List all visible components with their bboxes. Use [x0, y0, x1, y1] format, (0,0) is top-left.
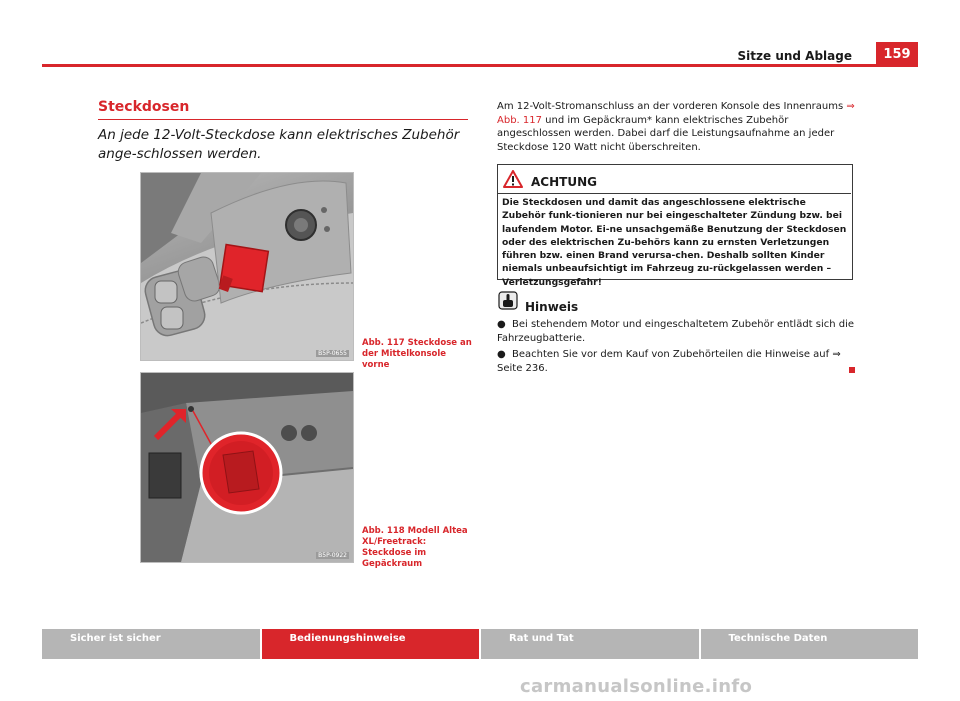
section-intro: An jede 12-Volt-Steckdose kann elektrisches Zubehör ange-schlossen werden. [98, 127, 460, 162]
figure-code: B5P-0922 [318, 552, 347, 559]
page-header-title: Sitze und Ablage [737, 49, 852, 63]
footer-tab-operation[interactable]: Bedienungshinweise [262, 629, 480, 659]
header-divider [42, 64, 918, 67]
body-text: und im Gepäckraum* kann elektrisches Zubehör angeschlossen werden. Dabei darf die Leistungsaufnahme an jeder Steckdose 120 Watt nicht überschreiten. [497, 114, 835, 153]
note-item [497, 348, 857, 375]
figure-reference-link[interactable]: ⇒ Abb. 117 [497, 101, 855, 126]
footer-chapter-tabs [42, 629, 918, 659]
front-console-illustration [141, 173, 353, 360]
footer-tab-safety[interactable]: Sicher ist sicher [42, 629, 260, 659]
warning-text: Die Steckdosen und damit das angeschlossene elektrische Zubehör funk-tionieren nur bei eingeschalteter Zündung bzw. bei laufendem Motor. Ei-ne unsachgemäße Benutzung der Steckdosen oder des elektrischen Zu-behörs kann zu ernsten Verletzungen führen bzw. einen Brand verursa-chen. Deshalb sollten Kinder niemals unbeaufsichtigt im Fahrzeug zu-rückgelassen werden – Verletzungsgefahr! [502, 197, 847, 288]
luggage-compartment-illustration [141, 373, 353, 562]
note-title: Hinweis [525, 300, 579, 314]
footer-tab-technical-data[interactable]: Technische Daten [701, 629, 919, 659]
body-paragraph [497, 100, 857, 154]
body-text: Am 12-Volt-Stromanschluss an der vorderen Konsole des Innenraums [497, 101, 847, 112]
figure-caption: Abb. 117 Steckdose an der Mittelkonsole vorne [362, 338, 472, 370]
watermark: carmanualsonline.info [520, 676, 753, 697]
warning-title: ACHTUNG [531, 175, 597, 189]
bullet-icon: ● [497, 319, 506, 330]
figure-caption: Abb. 118 Modell Altea XL/Freetrack: Steckdose im Gepäckraum [362, 526, 468, 569]
section-end-marker [849, 367, 855, 373]
figure-code: B5P-0655 [318, 350, 347, 357]
figure-front-console-socket [140, 172, 354, 361]
section-divider [98, 119, 468, 120]
note-item-text: Bei stehendem Motor und eingeschaltetem Zubehör entlädt sich die Fahrzeugbatterie. [497, 319, 855, 344]
figure-luggage-socket [140, 372, 354, 563]
note-item [497, 318, 857, 345]
note-list [497, 318, 857, 378]
warning-triangle-icon [503, 170, 523, 188]
note-item-text: Beachten Sie vor dem Kauf von Zubehörteilen die Hinweise auf ⇒ Seite 236. [497, 349, 841, 374]
page-number: 159 [876, 42, 918, 67]
hand-pointing-icon [498, 291, 518, 310]
footer-tab-advice[interactable]: Rat und Tat [481, 629, 699, 659]
section-title: Steckdosen [98, 99, 190, 115]
bullet-icon: ● [497, 349, 506, 360]
